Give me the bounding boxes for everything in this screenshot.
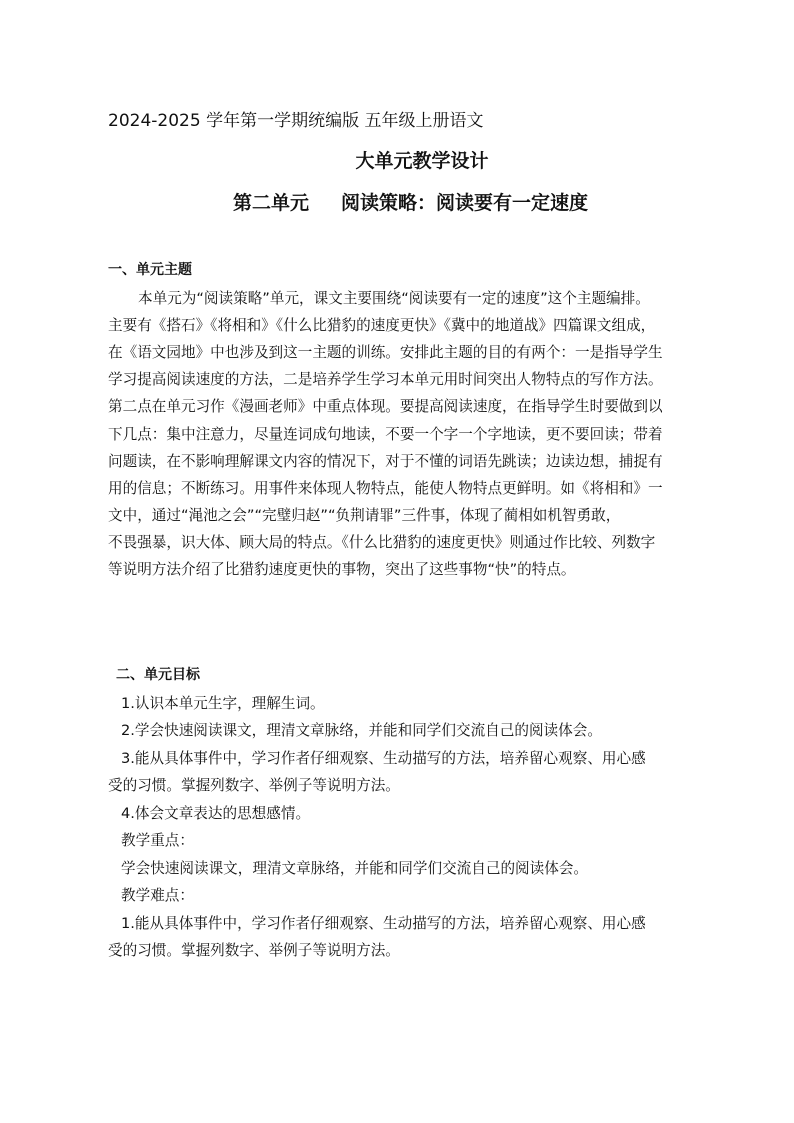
- key-points-text: 学会快速阅读课文，理清文章脉络，并能和同学们交流自己的阅读体会。: [121, 860, 589, 877]
- goal-item: 4.体会文章表达的思想感情。: [121, 805, 311, 822]
- paragraph-line: 下几点：集中注意力，尽量连词成句地读，不要一个字一个字地读，更不要回读；带着: [108, 426, 663, 443]
- key-points-label: 教学重点：: [121, 832, 194, 849]
- unit-subtitle: [233, 188, 588, 215]
- course-header: 2024-2025 学年第一学期统编版 五年级上册语文: [108, 111, 484, 131]
- difficulties-label: 教学难点：: [121, 887, 194, 904]
- paragraph-line: 问题读，在不影响理解课文内容的情况下，对于不懂的词语先跳读；边读边想，捕捉有: [108, 453, 663, 470]
- paragraph-line: 学习提高阅读速度的方法，二是培养学生学习本单元用时间突出人物特点的写作方法。: [108, 371, 663, 388]
- unit-number: 第二单元: [233, 192, 310, 214]
- difficulty-item: 1.能从具体事件中，学习作者仔细观察、生动描写的方法，培养留心观察、用心感: [121, 915, 646, 932]
- unit-theme: 阅读策略：阅读要有一定速度: [341, 192, 589, 214]
- paragraph-line: 本单元为“阅读策略”单元，课文主要围绕“阅读要有一定的速度”这个主题编排。: [138, 290, 650, 307]
- paragraph-line: 主要有《搭石》《将相和》《什么比猎豹的速度更快》《冀中的地道战》四篇课文组成，: [108, 317, 656, 334]
- paragraph-line: 等说明方法介绍了比猎豹速度更快的事物，突出了这些事物“快”的特点。: [108, 561, 576, 578]
- paragraph-line: 文中，通过“渑池之会”“完璧归赵”“负荆请罪”三件事，体现了蔺相如机智勇敢，: [108, 507, 621, 524]
- paragraph-line: 在《语文园地》中也涉及到这一主题的训练。安排此主题的目的有两个：一是指导学生: [108, 344, 663, 361]
- paragraph-line: 第二点在单元习作《漫画老师》中重点体现。要提高阅读速度，在指导学生时要做到以: [108, 398, 663, 415]
- goal-item-continuation: 受的习惯。掌握列数字、举例子等说明方法。: [108, 777, 400, 794]
- goal-item: 2.学会快速阅读课文，理清文章脉络，并能和同学们交流自己的阅读体会。: [121, 722, 602, 739]
- section-heading-goals: 二、单元目标: [116, 667, 200, 683]
- document-title: 大单元教学设计: [355, 150, 489, 172]
- section-heading-theme: 一、单元主题: [108, 262, 192, 278]
- difficulty-item-continuation: 受的习惯。掌握列数字、举例子等说明方法。: [108, 942, 400, 959]
- goal-item: 3.能从具体事件中，学习作者仔细观察、生动描写的方法，培养留心观察、用心感: [121, 750, 646, 767]
- paragraph-line: 用的信息；不断练习。用事件来体现人物特点，能使人物特点更鲜明。如《将相和》一: [108, 480, 663, 497]
- paragraph-line: 不畏强暴，识大体、顾大局的特点。《什么比猎豹的速度更快》则通过作比较、列数字: [108, 534, 656, 551]
- goal-item: 1.认识本单元生字，理解生词。: [121, 695, 325, 712]
